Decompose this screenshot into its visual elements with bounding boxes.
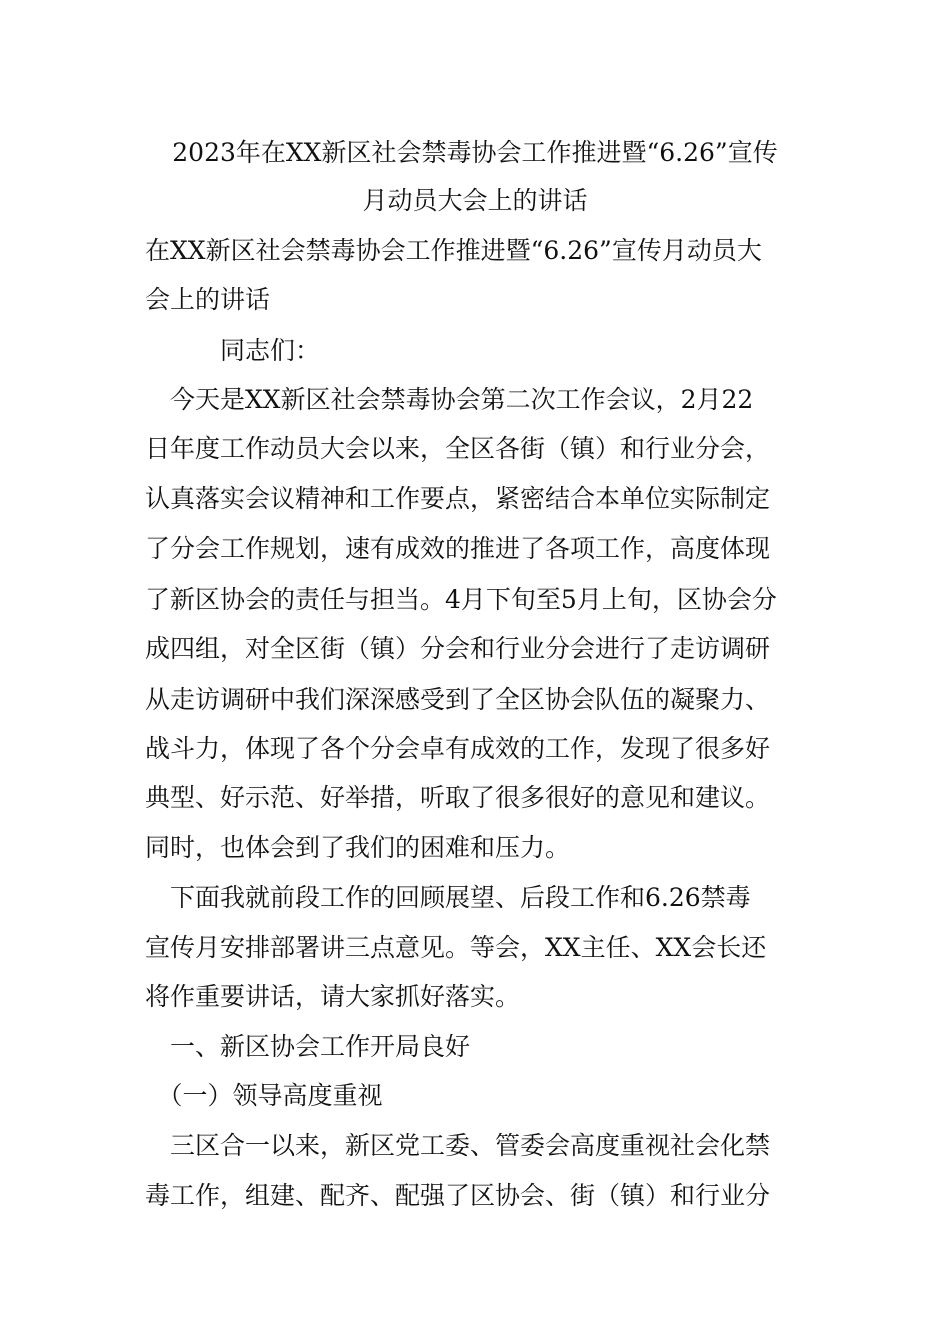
salutation: 同志们： [145, 336, 321, 365]
document-title-line-2: 月动员大会上的讲话 [362, 186, 588, 215]
paragraph-line: 了新区协会的责任与担当。4月下旬至5月上旬，区协会分 [145, 585, 777, 614]
paragraph-line: 今天是XX新区社会禁毒协会第二次工作会议，2月22 [145, 385, 754, 414]
paragraph-line: 下面我就前段工作的回顾展望、后段工作和6.26禁毒 [145, 883, 751, 912]
paragraph-line: 战斗力，体现了各个分会卓有成效的工作，发现了很多好 [145, 734, 771, 763]
paragraph-line: 认真落实会议精神和工作要点，紧密结合本单位实际制定 [145, 484, 771, 513]
section-heading: 一、新区协会工作开局良好 [145, 1032, 471, 1061]
paragraph-line: 三区合一以来，新区党工委、管委会高度重视社会化禁 [145, 1131, 771, 1160]
paragraph-line: 毒工作，组建、配齐、配强了区协会、街（镇）和行业分 [145, 1181, 771, 1210]
paragraph-line: 日年度工作动员大会以来，全区各街（镇）和行业分会， [145, 434, 771, 463]
heading-line: 会上的讲话 [145, 285, 271, 314]
heading-line: 在XX新区社会禁毒协会工作推进暨“6.26”宣传月动员大 [145, 236, 762, 265]
paragraph-line: 典型、好示范、好举措，听取了很多很好的意见和建议。 [145, 783, 771, 812]
paragraph-line: 将作重要讲话，请大家抓好落实。 [145, 982, 521, 1011]
paragraph-line: 同时，也体会到了我们的困难和压力。 [145, 833, 571, 862]
paragraph-line: 从走访调研中我们深深感受到了全区协会队伍的凝聚力、 [145, 685, 771, 714]
paragraph-line: 了分会工作规划，速有成效的推进了各项工作，高度体现 [145, 534, 771, 563]
paragraph-line: 成四组，对全区街（镇）分会和行业分会进行了走访调研 [145, 634, 771, 663]
paragraph-line: 宣传月安排部署讲三点意见。等会，XX主任、XX会长还 [145, 933, 767, 962]
document-title-line-1: 2023年在XX新区社会禁毒协会工作推进暨“6.26”宣传 [172, 138, 778, 167]
subsection-heading: （一）领导高度重视 [145, 1081, 383, 1110]
